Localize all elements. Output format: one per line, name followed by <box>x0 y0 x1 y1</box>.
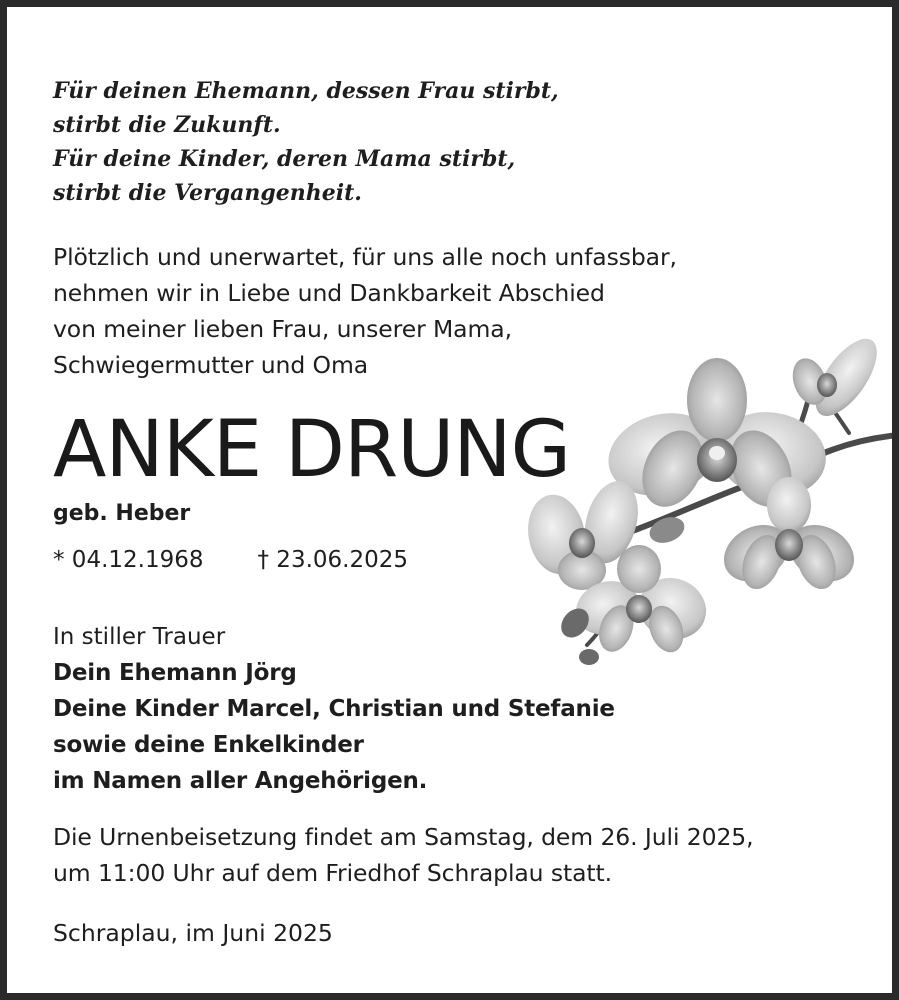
mourner-line: im Namen aller Angehörigen. <box>53 768 428 794</box>
intro-line: Schwiegermutter und Oma <box>53 351 369 379</box>
mourner-line: Deine Kinder Marcel, Christian und Stefanie <box>53 696 615 722</box>
funeral-line: Die Urnenbeisetzung findet am Samstag, dem 26. Juli 2025, <box>53 823 754 851</box>
intro-line: von meiner lieben Frau, unserer Mama, <box>53 315 512 343</box>
mourners-intro: In stiller Trauer <box>53 624 226 650</box>
poem-line: Für deinen Ehemann, dessen Frau stirbt, <box>53 78 559 104</box>
birth-date: * 04.12.1968 <box>53 547 204 573</box>
deceased-name: ANKE DRUNG <box>53 405 571 495</box>
mourner-line: Dein Ehemann Jörg <box>53 660 297 686</box>
intro-line: nehmen wir in Liebe und Dankbarkeit Abschied <box>53 279 605 307</box>
place-date: Schraplau, im Juni 2025 <box>53 919 333 947</box>
intro-line: Plötzlich und unerwartet, für uns alle noch unfassbar, <box>53 243 677 271</box>
poem-line: stirbt die Zukunft. <box>53 112 281 138</box>
poem-verse <box>53 74 559 210</box>
mourners-block <box>53 619 615 799</box>
life-dates <box>53 541 408 579</box>
poem-line: Für deine Kinder, deren Mama stirbt, <box>53 146 516 172</box>
orchid-flower-right <box>787 329 889 426</box>
mourner-line: sowie deine Enkelkinder <box>53 732 364 758</box>
death-date: † 23.06.2025 <box>257 547 408 573</box>
funeral-line: um 11:00 Uhr auf dem Friedhof Schraplau statt. <box>53 859 612 887</box>
poem-line: stirbt die Vergangenheit. <box>53 180 362 206</box>
maiden-name: geb. Heber <box>53 501 191 526</box>
funeral-info <box>53 819 754 891</box>
orchid-flower-middle <box>714 477 865 595</box>
